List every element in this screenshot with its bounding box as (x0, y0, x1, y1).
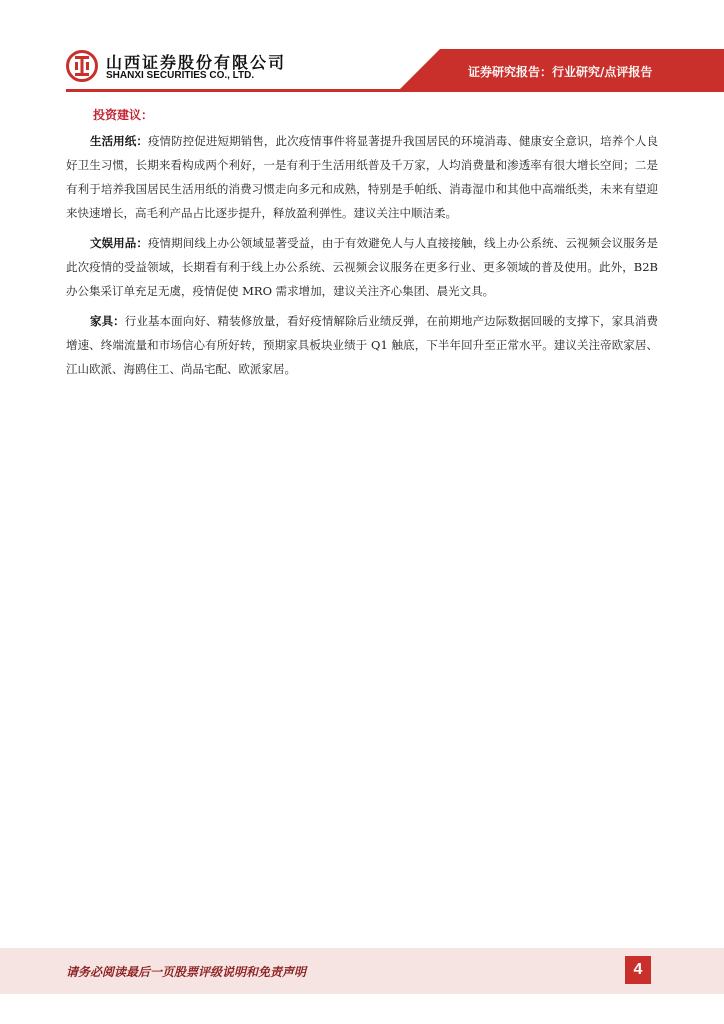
paragraph-lead: 文娱用品： (90, 236, 148, 250)
shanxi-securities-logo-icon (66, 50, 98, 82)
page-number: 4 (625, 956, 651, 984)
report-header (0, 0, 724, 95)
paragraph-furniture (66, 309, 658, 381)
report-type-label: 证券研究报告：行业研究/点评报告 (468, 65, 653, 79)
header-divider (66, 89, 724, 92)
paragraph-lead: 家具： (90, 314, 125, 328)
company-name-cn: 山西证券股份有限公司 (106, 53, 287, 72)
paragraph-lead: 生活用纸： (90, 134, 148, 148)
report-body (66, 106, 658, 387)
paragraph-stationery (66, 231, 658, 303)
paragraph-text: 疫情期间线上办公领域显著受益，由于有效避免人与人直接接触，线上办公系统、云视频会议服务是此次疫情的受益领域，长期看有利于线上办公系统、云视频会议服务在更多行业、更多领域的普及使用。此外，B2B 办公集采订单充足无虞，疫情促使 MRO 需求增加，建议关注齐心集团、晨光文具。 (66, 236, 658, 298)
paragraph-text: 疫情防控促进短期销售，此次疫情事件将显著提升我国居民的环境消毒、健康安全意识，培养个人良好卫生习惯，长期来看构成两个利好，一是有利于生活用纸普及千万家，人均消费量和渗透率有很大增长空间；二是有利于培养我国居民生活用纸的消费习惯走向多元和成熟，特别是手帕纸、消毒湿巾和其他中高端纸类，未来有望迎来快速增长，高毛利产品占比逐步提升，释放盈利弹性。建议关注中顺洁柔。 (66, 134, 658, 220)
paragraph-household-paper (66, 129, 658, 225)
disclaimer-notice: 请务必阅读最后一页股票评级说明和免责声明 (66, 965, 307, 979)
company-name-en: SHANXI SECURITIES CO., LTD. (106, 70, 255, 81)
paragraph-text: 行业基本面向好、精装修放量，看好疫情解除后业绩反弹，在前期地产边际数据回暖的支撑下，家具消费增速、终端流量和市场信心有所好转，预期家具板块业绩于 Q1 触底，下半年回升至正常水平。建议关注帝欧家居、江山欧派、海鸥住工、尚品宅配、欧派家居。 (66, 314, 658, 376)
section-title-investment-advice: 投资建议： (93, 108, 154, 122)
